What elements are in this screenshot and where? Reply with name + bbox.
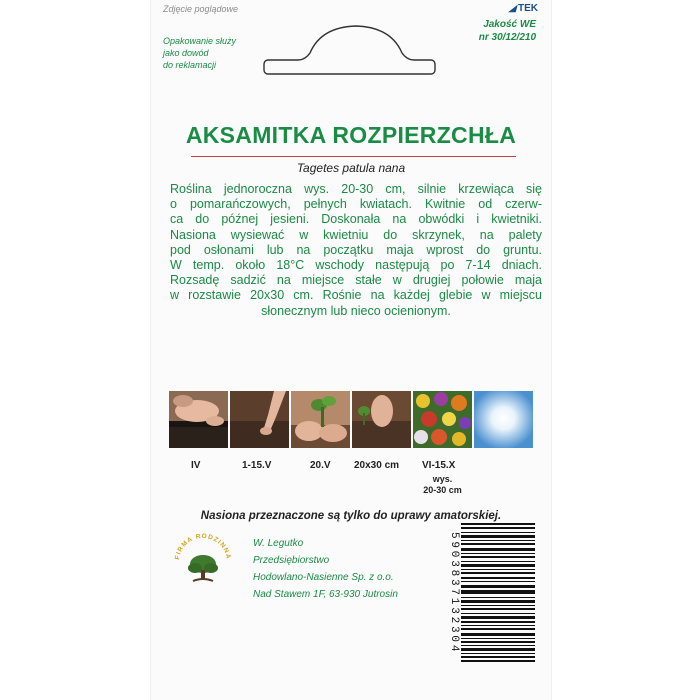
step-height-note: wys. 20-30 cm [423, 474, 462, 495]
sowing-ground-icon [230, 391, 289, 448]
description-line: o pomarańczowych, pełnych kwiatach. Kwitnie od czerw- [170, 197, 542, 212]
hanger-slot-icon [256, 22, 446, 80]
leaf-icon: ◢ [507, 3, 519, 14]
company-line: Przedsiębiorstwo [253, 555, 330, 566]
step-label: 20x30 cm [354, 460, 400, 471]
seed-packet [150, 0, 552, 700]
barcode-number: 5903837132304 [448, 531, 460, 655]
company-line: Nad Stawem 1F, 63-930 Jutrosin [253, 589, 398, 600]
step-label: 20.V [310, 460, 331, 471]
flowers-icon [413, 391, 472, 448]
step-label: IV [191, 460, 201, 471]
brand-logo: ◢TEK [507, 3, 538, 14]
sun-icon [474, 391, 533, 448]
tree-logo-icon [171, 530, 235, 594]
title-divider [191, 156, 516, 157]
description-line: słonecznym lub nieco ocienionym. [261, 303, 451, 318]
step-label: VI-15.X [422, 460, 456, 471]
product-title: AKSAMITKA ROZPIERZCHŁA [185, 122, 517, 148]
description-line: w rozstawie 20x30 cm. Rośnie na każdej glebie w miejscu [170, 288, 542, 303]
latin-name: Tagetes patula nana [296, 161, 406, 175]
amateur-use-note: Nasiona przeznaczone są tylko do uprawy amatorskiej. [200, 510, 502, 522]
complaint-line: jako dowód [163, 48, 209, 58]
company-line: W. Legutko [253, 538, 304, 549]
description-line: Roślina jednoroczna wys. 20-30 cm, silnie krzewiąca się [170, 182, 542, 196]
company-address [253, 535, 443, 603]
description-line: Nasiona wysiewać w kwietniu do skrzynek, na palety [170, 227, 542, 242]
seedling-icon [291, 391, 350, 448]
planting-icon [352, 391, 411, 448]
description [170, 182, 542, 319]
svg-text:FIRMA RODZINNA: FIRMA RODZINNA [174, 532, 232, 561]
complaint-line: do reklamacji [163, 60, 217, 70]
ean-barcode [439, 523, 537, 663]
description-line: pod osłonami lub na początku maja wprost do gruntu. [170, 242, 542, 257]
complaint-note [163, 35, 263, 71]
description-line: W temp. około 18°C wschody następują po 7-14 dniach. [170, 258, 542, 273]
sowing-tray-icon [169, 391, 228, 448]
barcode-bars [461, 523, 535, 663]
step-label: 1-15.V [242, 460, 272, 471]
quality-line: Jakość WE [483, 19, 536, 30]
complaint-line: Opakowanie służy [163, 36, 237, 46]
photo-note: Zdjęcie poglądowe [163, 4, 239, 14]
company-line: Hodowlano-Nasienne Sp. z o.o. [253, 572, 394, 583]
quality-stamp [436, 18, 536, 44]
description-line: Rozsadę sadzić na miejsce stałe w drugiej połowie maja [170, 273, 542, 288]
quality-line: nr 30/12/210 [478, 32, 536, 43]
description-line: ca do późnej jesieni. Doskonała na obwódki i kwietniki. [170, 212, 542, 227]
